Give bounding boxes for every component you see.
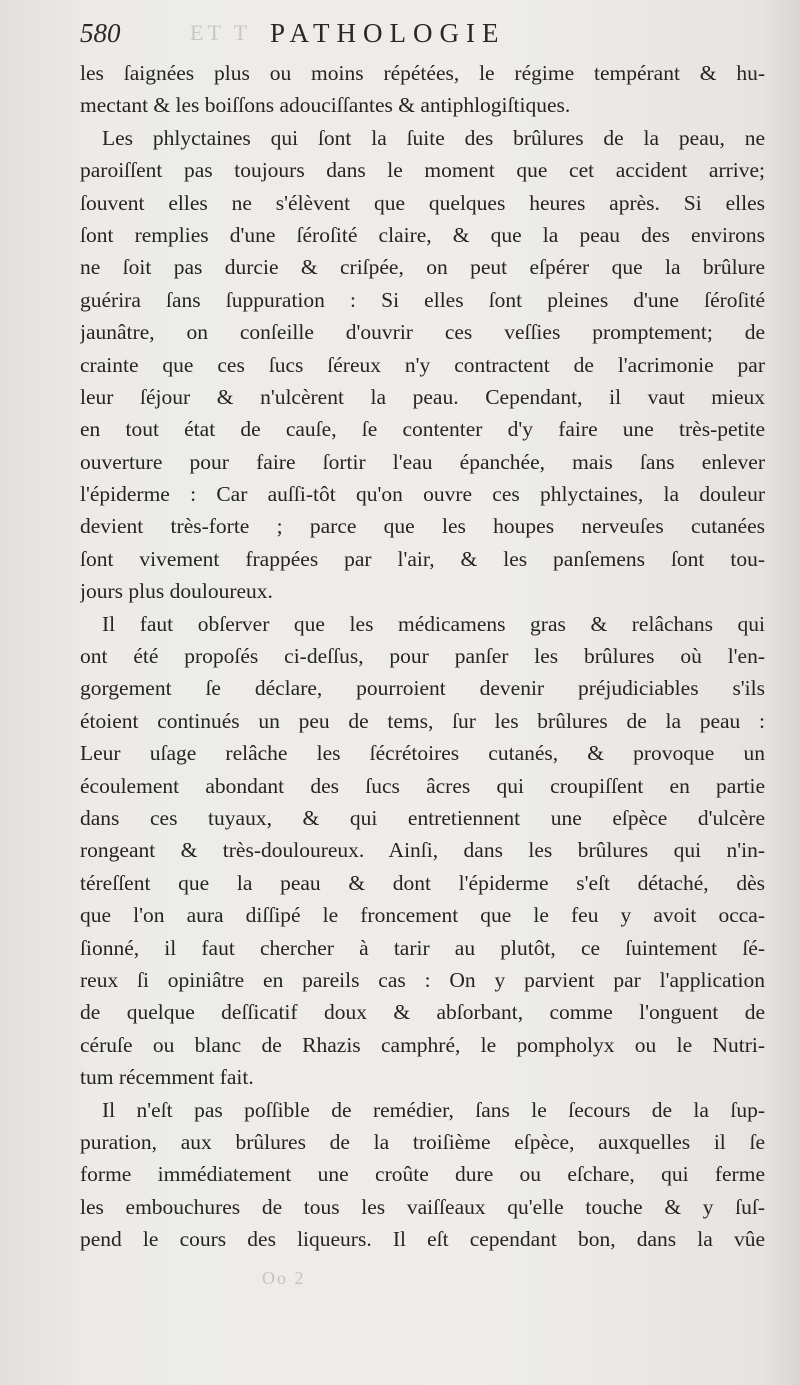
text-line: puration, aux brûlures de la troiſième eſpèce, auxquelles il ſe — [80, 1129, 765, 1154]
page-header — [80, 18, 770, 54]
text-line: pend le cours des liqueurs. Il eſt cependant bon, dans la vûe — [80, 1227, 765, 1252]
text-line: reux ſi opiniâtre en pareils cas : On y parvient par l'application — [80, 967, 765, 992]
text-line: Il n'eſt pas poſſible de remédier, ſans le ſecours de la ſup- — [102, 1097, 765, 1122]
text-line: guérira ſans ſuppuration : Si elles ſont pleines d'une ſéroſité — [80, 287, 765, 312]
text-line: leur ſéjour & n'ulcèrent la peau. Cependant, il vaut mieux — [80, 384, 765, 409]
text-line: gorgement ſe déclare, pourroient devenir préjudiciables s'ils — [80, 676, 765, 701]
text-line: mectant & les boiſſons adouciſſantes & antiphlogiſtiques. — [80, 93, 571, 118]
text-line: ſont vivement frappées par l'air, & les panſemens ſont tou- — [80, 546, 765, 571]
text-line: téreſſent que la peau & dont l'épiderme s'eſt détaché, dès — [80, 870, 765, 895]
text-line: en tout état de cauſe, ſe contenter d'y faire une très-petite — [80, 417, 765, 442]
text-line: que l'on aura diſſipé le froncement que le feu y avoit occa- — [80, 903, 765, 928]
signature-mark: Oo 2 — [262, 1268, 306, 1288]
text-line: paroiſſent pas toujours dans le moment que cet accident arrive; — [80, 158, 765, 183]
text-line: étoient continués un peu de tems, ſur les brûlures de la peau : — [80, 708, 765, 733]
body-text — [80, 57, 765, 1255]
text-line: ſont remplies d'une ſéroſité claire, & que la peau des environs — [80, 222, 765, 247]
text-line: Les phlyctaines qui ſont la ſuite des brûlures de la peau, ne — [102, 125, 765, 150]
text-line: jaunâtre, on conſeille d'ouvrir ces veſſies promptement; de — [80, 320, 765, 345]
bleed-through-text: ET T — [190, 20, 252, 45]
running-head: PATHOLOGIE — [270, 18, 506, 48]
text-line: jours plus douloureux. — [80, 579, 273, 604]
text-line: ne ſoit pas durcie & criſpée, on peut eſpérer que la brûlure — [80, 255, 765, 280]
text-line: dans ces tuyaux, & qui entretiennent une eſpèce d'ulcère — [80, 805, 765, 830]
text-line: Leur uſage relâche les ſécrétoires cutanés, & provoque un — [80, 741, 765, 766]
text-line: rongeant & très-douloureux. Ainſi, dans les brûlures qui n'in- — [80, 838, 765, 863]
text-line: les embouchures de tous les vaiſſeaux qu'elle touche & y ſuſ- — [80, 1194, 765, 1219]
text-line: tum récemment fait. — [80, 1065, 254, 1090]
text-line: devient très-forte ; parce que les houpes nerveuſes cutanées — [80, 514, 765, 539]
text-line: forme immédiatement une croûte dure ou eſchare, qui ferme — [80, 1162, 765, 1187]
page-number: 580 — [80, 18, 121, 48]
text-line: ouverture pour faire ſortir l'eau épanchée, mais ſans enlever — [80, 449, 765, 474]
text-line: écoulement abondant des ſucs âcres qui croupiſſent en partie — [80, 773, 765, 798]
text-line: de quelque deſſicatif doux & abſorbant, comme l'onguent de — [80, 1000, 765, 1025]
text-line: Il faut obſerver que les médicamens gras & relâchans qui — [102, 611, 765, 636]
text-line: crainte que ces ſucs ſéreux n'y contractent de l'acrimonie par — [80, 352, 765, 377]
text-line: ſouvent elles ne s'élèvent que quelques heures après. Si elles — [80, 190, 765, 215]
text-line: l'épiderme : Car auſſi-tôt qu'on ouvre ces phlyctaines, la douleur — [80, 482, 765, 507]
text-line: les ſaignées plus ou moins répétées, le régime tempérant & hu- — [80, 61, 765, 85]
text-line: céruſe ou blanc de Rhazis camphré, le pompholyx ou le Nutri- — [80, 1032, 765, 1057]
text-line: ſionné, il faut chercher à tarir au plutôt, ce ſuintement ſé- — [80, 935, 765, 960]
text-line: ont été propoſés ci-deſſus, pour panſer les brûlures où l'en- — [80, 644, 765, 669]
